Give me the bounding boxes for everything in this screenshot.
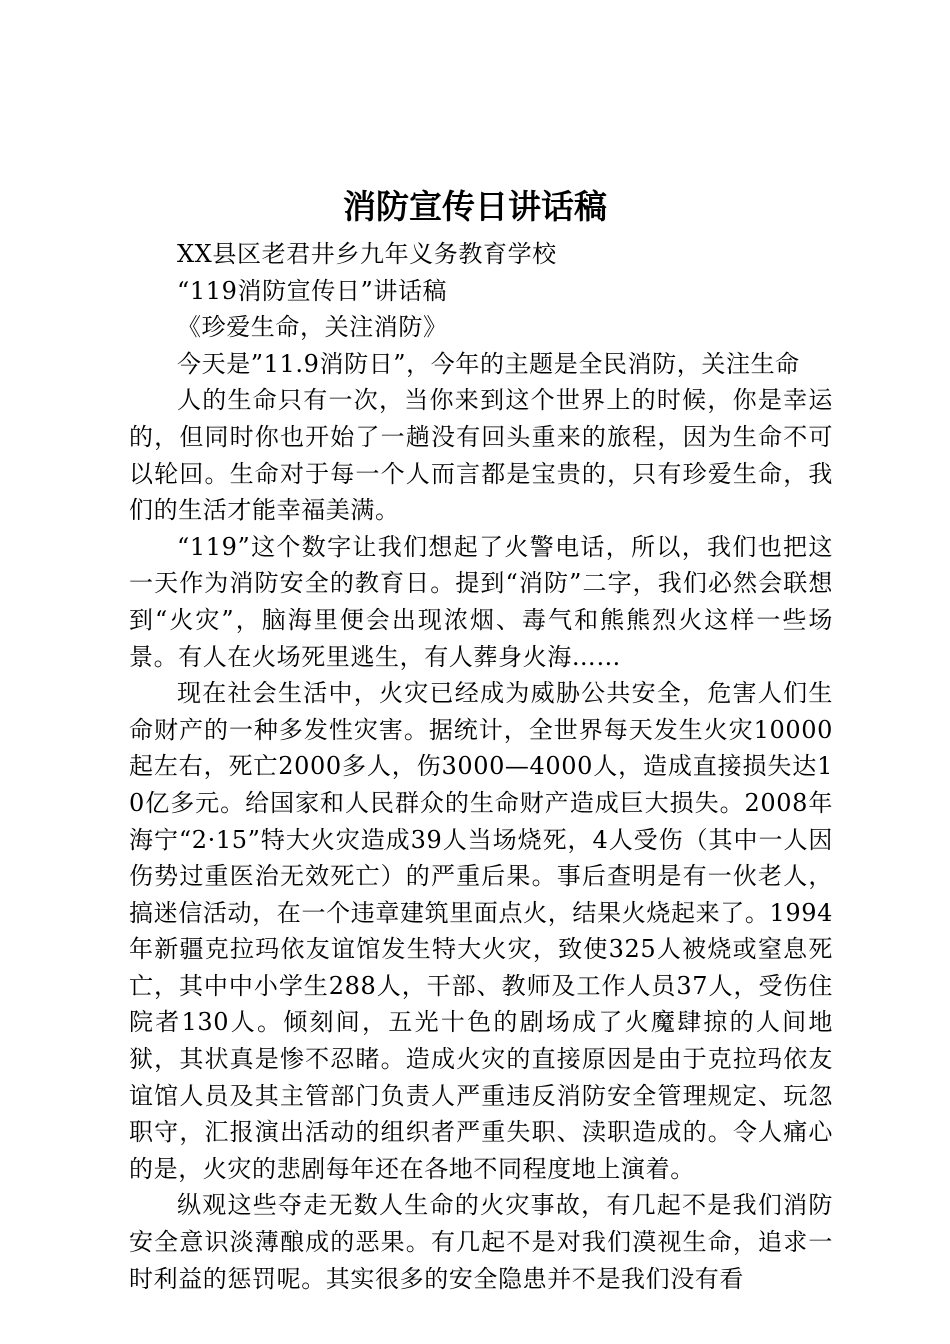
paragraph: 今天是”11.9消防日”，今年的主题是全民消防，关注生命	[177, 349, 800, 378]
speech-subtitle: “119消防宣传日”讲话稿	[177, 276, 448, 305]
speech-topic: 《珍爱生命，关注消防》	[177, 313, 448, 342]
paragraph: 现在社会生活中，火灾已经成为威胁公共安全，危害人们生命财产的一种多发性灾害。据统计，全世界每天发生火灾10000起左右，死亡2000多人，伤3000—4000人，造成直接损失达10亿多元。给国家和人民群众的生命财产造成巨大损失。2008年海宁“2·15”特大火灾造成39人当场烧死，4人受伤（其中一人因伤势过重医治无效死亡）的严重后果。事后查明是有一伙老人，搞迷信活动，在一个违章建筑里面点火，结果火烧起来了。1994年新疆克拉玛依友谊馆发生特大火灾，致使325人被烧或窒息死亡，其中中小学生288人，干部、教师及工作人员37人，受伤住院者130人。倾刻间，五光十色的剧场成了火魔肆掠的人间地狱，其状真是惨不忍睹。造成火灾的直接原因是由于克拉玛依友谊馆人员及其主管部门负责人严重违反消防安全管理规定、玩忽职守，汇报演出活动的组织者严重失职、渎职造成的。令人痛心的是，火灾的悲剧每年还在各地不同程度地上演着。	[129, 679, 833, 1183]
paragraph: 人的生命只有一次，当你来到这个世界上的时候，你是幸运的，但同时你也开始了一趟没有回头重来的旅程，因为生命不可以轮回。生命对于每一个人而言都是宝贵的，只有珍爱生命，我们的生活才能幸福美满。	[129, 386, 833, 525]
school-line: XX县区老君井乡九年义务教育学校	[177, 240, 557, 268]
document-title: 消防宣传日讲话稿	[343, 187, 607, 226]
document-body	[129, 236, 833, 1297]
paragraph: “119”这个数字让我们想起了火警电话，所以，我们也把这一天作为消防安全的教育日。提到“消防”二字，我们必然会联想到“火灾”，脑海里便会出现浓烟、毒气和熊熊烈火这样一些场景。有人在火场死里逃生，有人葬身火海……	[129, 532, 833, 671]
paragraph: 纵观这些夺走无数人生命的火灾事故，有几起不是我们消防安全意识淡薄酿成的恶果。有几起不是对我们漠视生命，追求一时利益的惩罚呢。其实很多的安全隐患并不是我们没有看	[129, 1191, 833, 1293]
